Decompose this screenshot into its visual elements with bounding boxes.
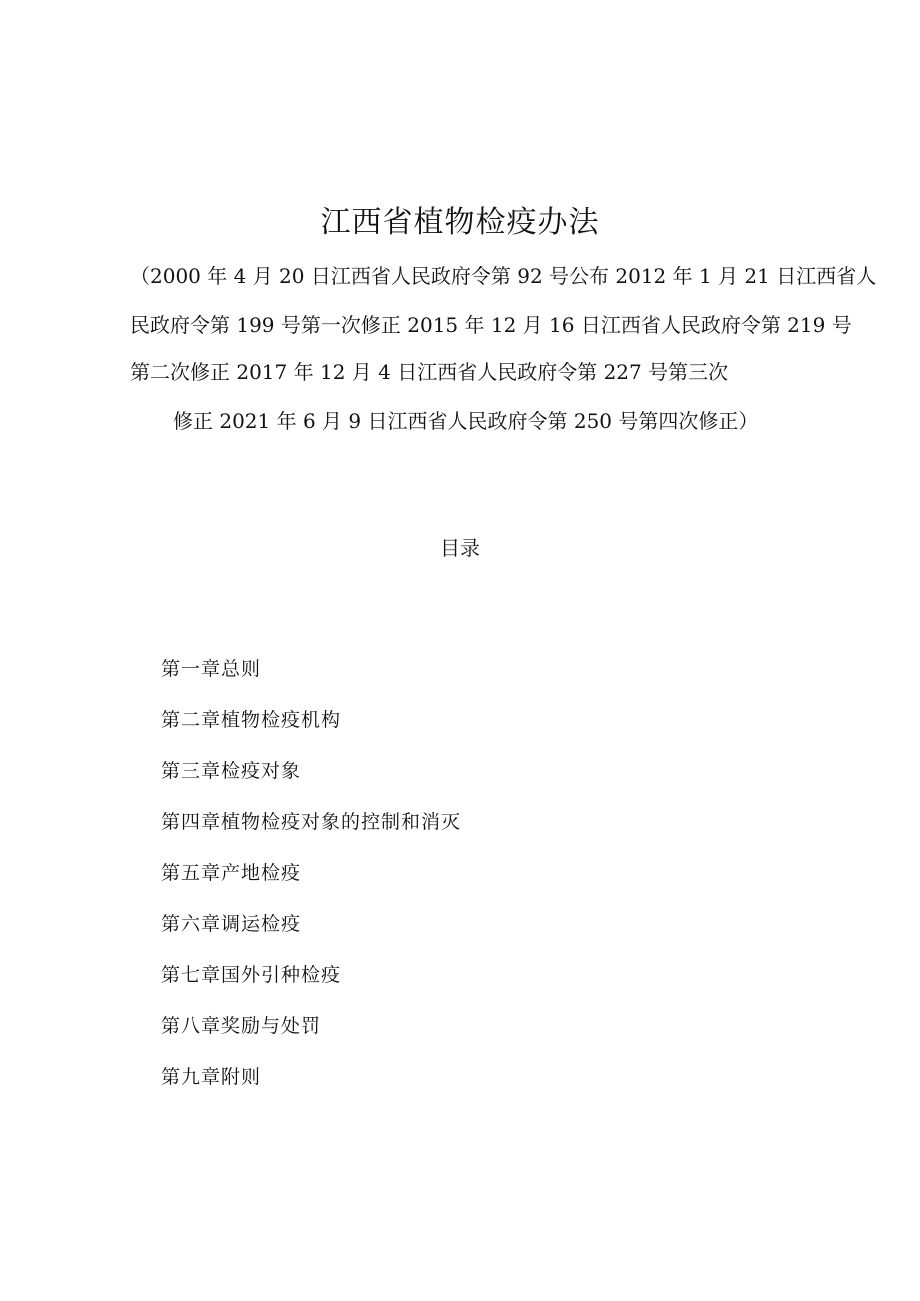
toc-heading: 目录 — [440, 536, 480, 560]
toc-item-chapter-9[interactable]: 第九章附则 — [161, 1066, 262, 1088]
table-of-contents — [161, 656, 461, 1115]
promulgation-note-line: 第二次修正 2017 年 12 月 4 日江西省人民政府令第 227 号第三次 — [130, 360, 729, 384]
document-title: 江西省植物检疫办法 — [320, 205, 600, 240]
toc-item-chapter-8[interactable]: 第八章奖励与处罚 — [161, 1015, 322, 1037]
toc-item-chapter-7[interactable]: 第七章国外引种检疫 — [161, 964, 342, 986]
toc-item-chapter-5[interactable]: 第五章产地检疫 — [161, 862, 302, 884]
toc-item-chapter-2[interactable]: 第二章植物检疫机构 — [161, 709, 342, 731]
toc-item-chapter-4[interactable]: 第四章植物检疫对象的控制和消灭 — [161, 811, 462, 833]
promulgation-note-line: 民政府令第 199 号第一次修正 2015 年 12 月 16 日江西省人民政府令第 219 号 — [130, 313, 852, 337]
promulgation-note-line: 修正 2021 年 6 月 9 日江西省人民政府令第 250 号第四次修正） — [173, 409, 759, 433]
toc-item-chapter-6[interactable]: 第六章调运检疫 — [161, 913, 302, 935]
promulgation-note-line: （2000 年 4 月 20 日江西省人民政府令第 92 号公布 2012 年 1 月 21 日江西省人 — [130, 264, 877, 288]
toc-item-chapter-1[interactable]: 第一章总则 — [161, 658, 262, 680]
toc-item-chapter-3[interactable]: 第三章检疫对象 — [161, 760, 302, 782]
